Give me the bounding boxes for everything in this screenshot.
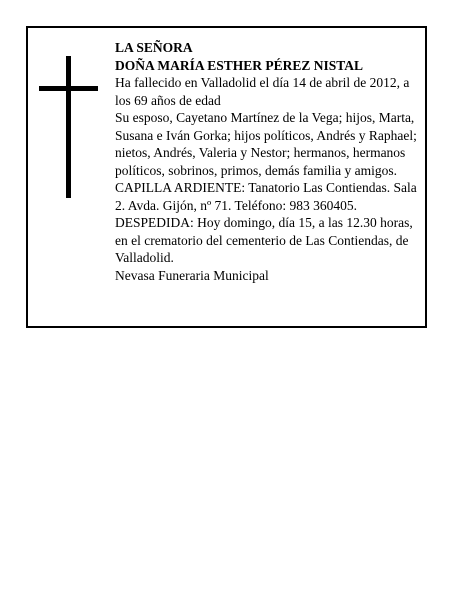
cross-vertical-bar [66,56,71,198]
obituary-text [115,39,420,284]
funeral-home: Nevasa Funeraria Municipal [115,267,269,283]
cross-horizontal-bar [39,86,98,91]
death-info: Ha fallecido en Valladolid el día 14 de abril de 2012, a los 69 años de edad [115,75,410,108]
family-list: Su esposo, Cayetano Martínez de la Vega; hijos, Marta, Susana e Iván Gorka; hijos políticos, Andrés y Raphael; nietos, Andrés, Valeria y Nestor; hermanos, hermanos políticos, sobrinos, primos, demás familia y amigos. [115,110,417,178]
chapel-info: CAPILLA ARDIENTE: Tanatorio Las Contiendas. Sala 2. Avda. Gijón, nº 71. Teléfono: 983 360405. [115,180,417,213]
deceased-name: DOÑA MARÍA ESTHER PÉREZ NISTAL [115,57,364,73]
title-line-1: LA SEÑORA [115,40,193,55]
obituary-notice [26,26,427,328]
farewell-info: DESPEDIDA: Hoy domingo, día 15, a las 12.30 horas, en el crematorio del cementerio de Las Contiendas, de Valladolid. [115,215,413,265]
